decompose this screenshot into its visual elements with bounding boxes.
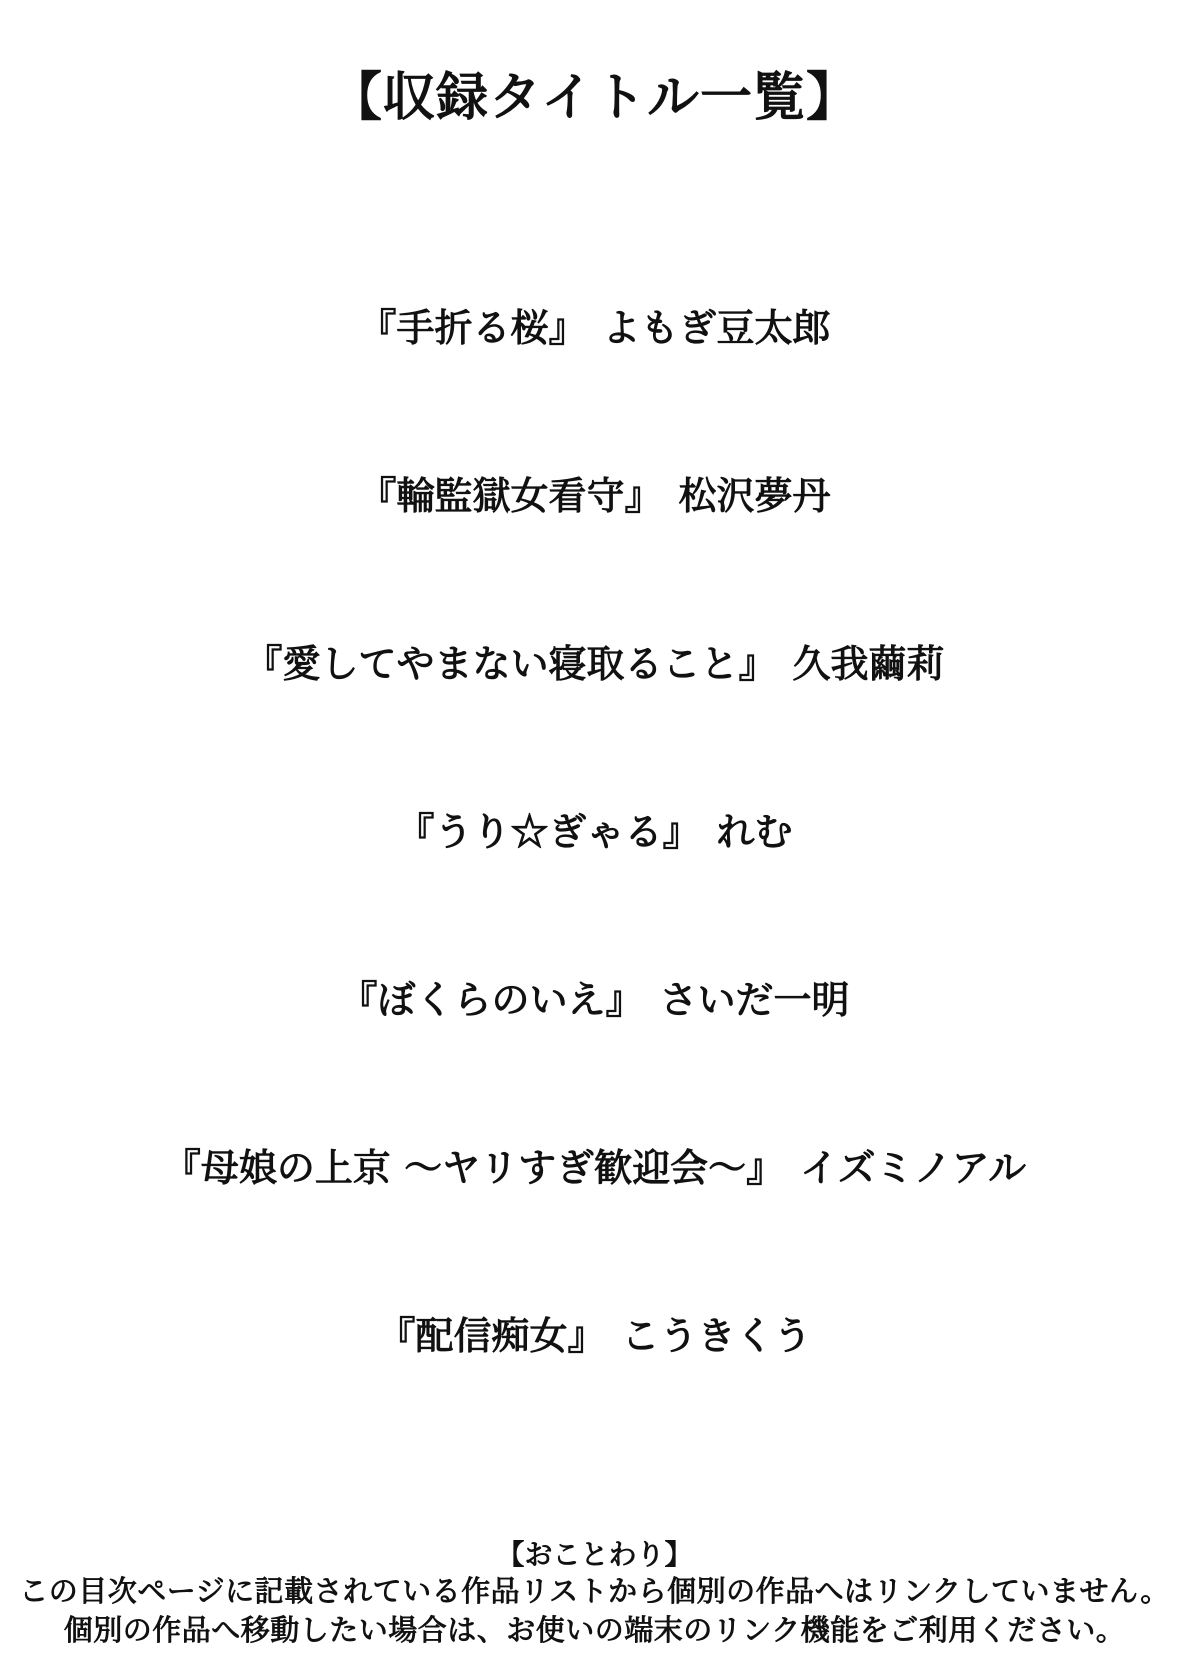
notice-heading: 【おことわり】 <box>496 1538 693 1571</box>
work-title: 『母娘の上京 〜ヤリすぎ歓迎会〜』 <box>162 1145 785 1190</box>
notice-line-2: 個別の作品へ移動したい場合は、お使いの端末のリンク機能をご利用ください。 <box>63 1613 1126 1647</box>
toc-entry <box>0 809 1189 855</box>
toc-entry <box>0 977 1189 1023</box>
work-title: 『手折る桜』 <box>358 305 587 350</box>
notice-block <box>0 1538 1189 1650</box>
work-title: 『愛してやまない寝取ること』 <box>244 641 777 686</box>
work-title: 『ぼくらのいえ』 <box>339 977 644 1022</box>
toc-entry <box>0 1145 1189 1191</box>
work-title: 『輪監獄女看守』 <box>358 473 663 518</box>
page-title: 【収録タイトル一覧】 <box>330 67 859 128</box>
author-name: こうきくう <box>621 1313 812 1358</box>
author-name: れむ <box>716 809 793 854</box>
toc-entry <box>0 305 1189 351</box>
author-name: 久我繭莉 <box>792 641 945 686</box>
work-title: 『うり☆ぎゃる』 <box>396 809 701 854</box>
notice-line-1: この目次ページに記載されている作品リストから個別の作品へはリンクしていません。 <box>19 1574 1170 1608</box>
toc-entry <box>0 1313 1189 1359</box>
author-name: 松沢夢丹 <box>678 473 831 518</box>
author-name: イズミノアル <box>800 1145 1027 1190</box>
author-name: さいだ一明 <box>659 977 850 1022</box>
toc-entry <box>0 641 1189 687</box>
work-title: 『配信痴女』 <box>377 1313 606 1358</box>
author-name: よもぎ豆太郎 <box>602 305 831 350</box>
toc-entry <box>0 473 1189 519</box>
